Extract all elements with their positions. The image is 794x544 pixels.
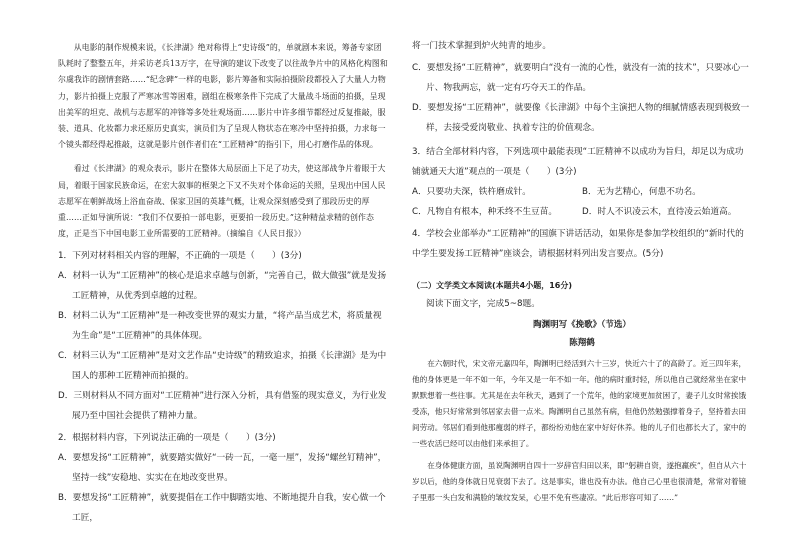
question-3-option-a[interactable]: A．只要功夫深，铁杵磨成针。 xyxy=(412,187,531,197)
question-2-option-a[interactable]: A．要想发扬“工匠精神”，就要踏实做好“一砖一瓦，一毫一厘”，发扬“螺丝钉精神”，坚持一线”安稳地、实实在在地改变世界。 xyxy=(58,453,387,484)
left-column xyxy=(58,0,388,528)
question-2: 2．根据材料内容，下列说法正确的一项是（ ）(3分) xyxy=(58,433,276,444)
story-author: 陈翔鹤 xyxy=(569,338,595,348)
story-paragraph-2: 在身体健康方面，虽说陶渊明自四十一岁辞官归田以来，即“躬耕自资，遂抱羸疾”，但自从六十岁以后，他的身体就日见衰弱下去了。这是事实，谁也没有办法。他自己心里也很清楚，常常对着镜子里那一头白发和满脸的皱纹发呆，心里不免有些凄凉。“此后形容可知了……” xyxy=(412,461,747,502)
question-1-option-d[interactable]: D．三则材料从不同方面对“工匠精神”进行深入分析，具有借鉴的现实意义，为行业发展乃至中国社会提供了精神力量。 xyxy=(58,391,387,422)
question-3-option-c[interactable]: C．凡物自有根本，种禾终不生豆苗。 xyxy=(412,207,558,217)
question-1-option-a[interactable]: A．材料一认为“工匠精神”的核心是追求卓越与创新，“完善自己，做大做强”就是发扬工匠精神，从优秀到卓越的过程。 xyxy=(58,271,387,302)
question-2-option-c[interactable]: C．要想发扬“工匠精神”，就要明白“没有一流的心性，就没有一流的技术”，只要冰心一片、物我两忘，就一定有巧夺天工的作品。 xyxy=(412,63,749,93)
question-2-option-b-continued: 将一门技术掌握到炉火纯青的地步。 xyxy=(412,41,551,51)
question-1-options xyxy=(58,266,388,426)
question-1-option-b[interactable]: B．材料二认为“工匠精神”是一种改变世界的观实力量，“将产品当成艺术，将质量视为生命”是“工匠精神”的具体体现。 xyxy=(58,311,382,342)
question-3-option-b[interactable]: B．无为艺精心，何患不功名。 xyxy=(582,187,701,197)
material-paragraph-1: 从电影的制作规模来说，《长津湖》绝对称得上“史诗级”的，单就剧本来说，筹备专家团队耗时了整整五年，并采访老兵13万字，在导演的建议下改变了以往战争片中的风格化构图和尔虞我诈的剧情套路……“纪念碑”一样的电影，影片筹备和实际拍摄阶段都投入了大量人力物力，影片拍摄上克服了严寒冰雪等困难，剧组在极寒条件下完成了大量战斗场面的拍摄，呈现出美军的坦克、战机与志愿军的冲锋等多处壮观场面……影片中许多细节都经过反复推敲，服装、道具、化妆都力求还原历史真实，演员们为了呈现人物状态在寒冷中坚持拍摄，力求每一个镜头都经得起推敲，这就是影片创作者们在“工匠精神”的指引下，用心打磨作品的体现。 xyxy=(58,43,388,150)
story-paragraph-1: 在六朝时代，宋文帝元嘉四年，陶渊明已经活到六十三岁，快近六十了的高龄了。近三四年来，他的身体更是一年不如一年，今年又是一年不如一年。他的病时重时轻，所以他自己就经常坐在家中默默想着一些往事。尤其是在去年秋天，遇到了一个荒年，他的家境更加贫困了，妻子儿女时常挨饿受冻，他只好常常到邻居家去借一点米。陶渊明自己虽然有病，但他仍然勉强撑着身子，坚持着去田间劳动。邻居们看到他那瘦弱的样子，都纷纷劝他在家中好好休养。他的儿子们也都长大了，家中的一些农活已经可以由他们来承担了。 xyxy=(412,359,747,448)
section-2-heading: （二）文学类文本阅读(本题共4小题，16分) xyxy=(412,281,573,290)
question-3-options xyxy=(412,182,752,222)
question-1-option-c[interactable]: C．材料三认为“工匠精神”是对文艺作品“史诗级”的精致追求，拍摄《长津湖》是为中国人的那种工匠精神而拍摄的。 xyxy=(58,351,387,382)
question-2-option-d[interactable]: D．要想发扬“工匠精神”，就要像《长津湖》中每个主演把人物的细腻情感表现到极致一样，去接受爱岗敬业、执着专注的价值观念。 xyxy=(412,103,750,133)
question-2-option-b[interactable]: B．要想发扬“工匠精神”，就要提倡在工作中脚踏实地、不断地提升自我，安心做一个工匠， xyxy=(58,493,386,524)
question-3: 3．结合全部材料内容，下列选项中最能表现“工匠精神不以成功为旨归，却足以为成功铺就通天大道”观点的一项是（ ）(3分) xyxy=(412,147,744,177)
section-2-instruction: 阅读下面文字，完成5~8题。 xyxy=(426,299,540,309)
question-3-option-d[interactable]: D．时人不识凌云木，直待凌云始道高。 xyxy=(582,207,737,217)
story-title: 陶渊明写《挽歌》（节选） xyxy=(533,320,631,330)
right-column xyxy=(412,0,752,506)
question-2-options xyxy=(58,448,388,528)
question-1: 1．下列对材料相关内容的理解，不正确的一项是（ ）(3分) xyxy=(58,251,302,262)
material-paragraph-2: 看过《长津湖》的观众表示，影片在整体大局层面上下足了功夫，使这部战争片着眼于大局，着眼于国家民族命运，在宏大叙事的框架之下又不失对个体命运的关照，呈现出中国人民志愿军在朝鲜战场上浴血奋战、保家卫国的英雄气概，让观众深刻感受到了那段历史的厚重……正如导演所说：“我们不仅要拍一部电影，更要拍一段历史。”这种精益求精的创作态度，正是当下中国电影工业所需要的工匠精神。（摘编自《人民日报》） xyxy=(58,164,386,239)
question-4: 4．学校会业部举办“工匠精神”的国旗下讲话活动，如果你是参加学校组织的“新时代的中学生要发扬工匠精神”座谈会，请根据材料列出发言要点。(5分) xyxy=(412,229,744,259)
